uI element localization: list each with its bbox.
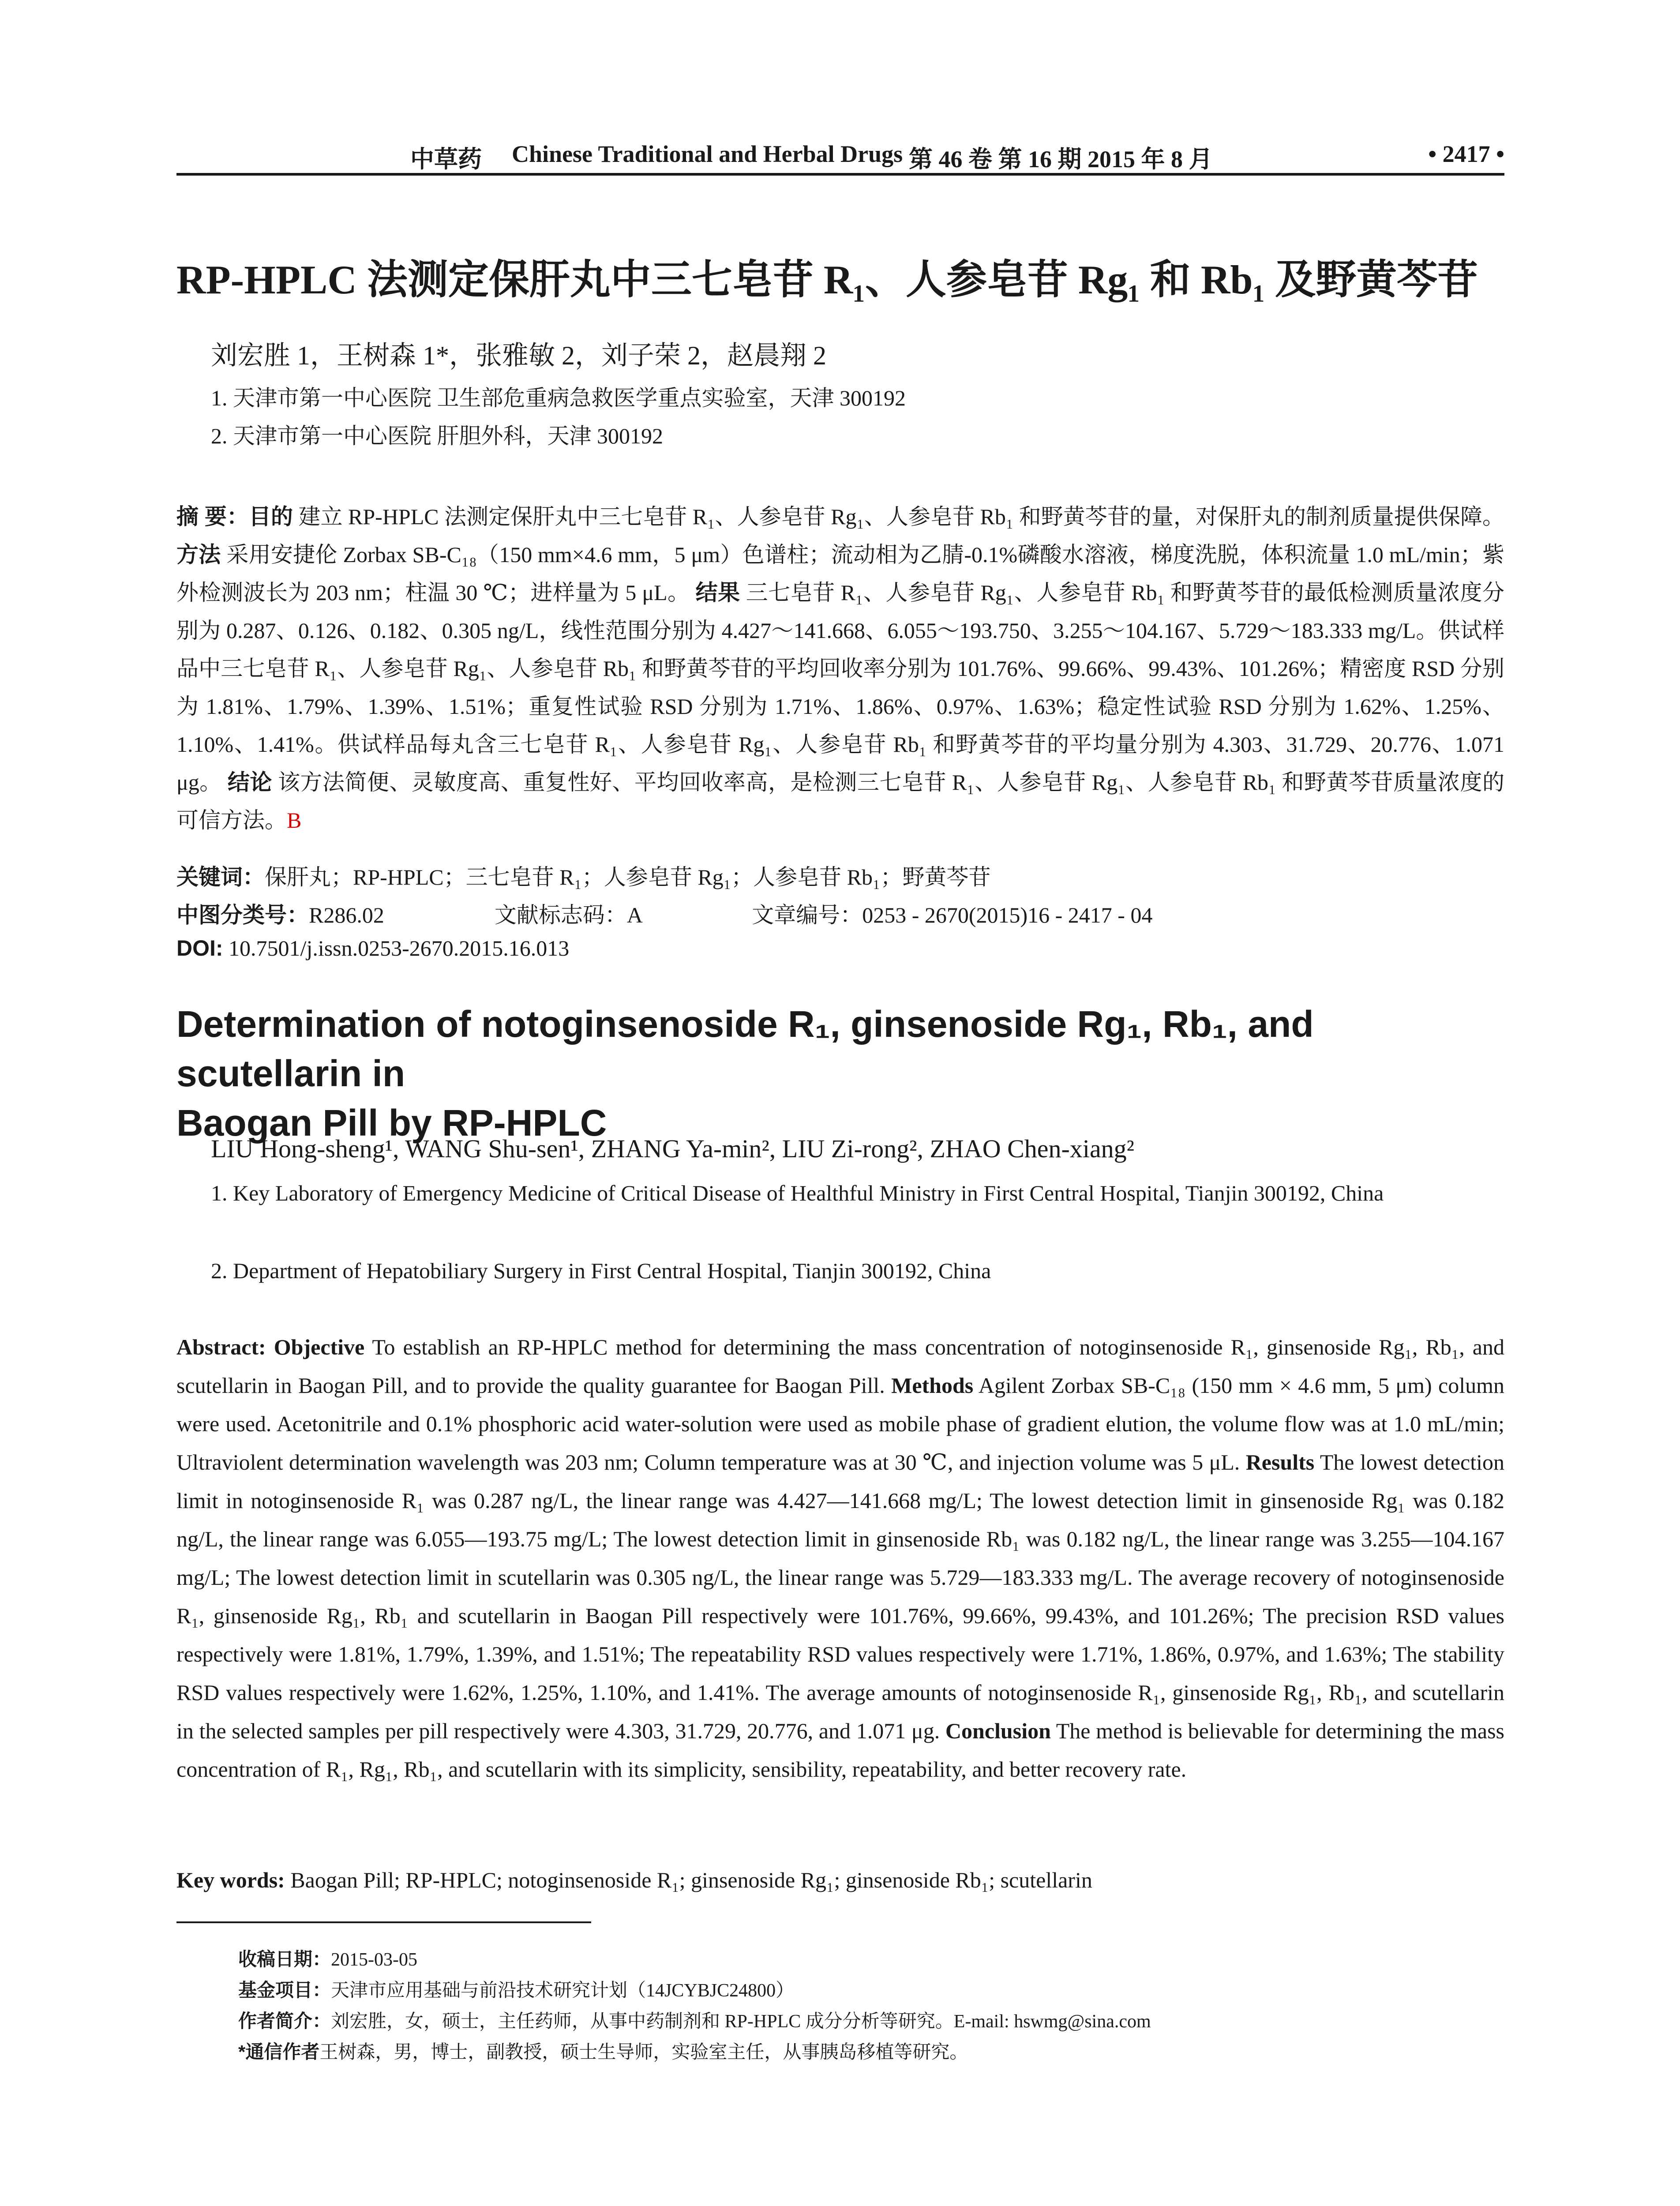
footnote-received [238,1945,417,1971]
title-en-line1: Determination of notoginsenoside R₁, ginsenoside Rg₁, Rb₁, and scutellarin in [176,1003,1314,1094]
keywords-en-text: Baogan Pill; RP-HPLC; notoginsenoside R₁; ginsenoside Rg₁; ginsenoside Rb₁; scutellarin [290,1868,1092,1892]
method-cn-label: 方法 [176,542,221,567]
keywords-cn [176,859,990,891]
authors-en: LIU Hong-sheng¹, WANG Shu-sen¹, ZHANG Ya-min², LIU Zi-rong², ZHAO Chen-xiang² [211,1134,1135,1163]
footnote-text: 2015-03-05 [331,1950,417,1970]
methods-en: Agilent Zorbax SB-C₁₈ (150 mm × 4.6 mm, 5 μm) column were used. Acetonitrile and 0.1% phosphoric acid water-solution were used as mobile phase of gradient elution, the volume flow was at 1.0 mL/min; Ultraviolent determination wavelength was 203 nm; Column temperature was at 30 ℃, and injection volume was 5 μL. [176,1373,1504,1474]
conclusion-cn-label: 结论 [227,770,272,795]
footnote-text: 刘宏胜，女，硕士，主任药师，从事中药制剂和 RP-HPLC 成分分析等研究。E-mail: hswmg@sina.com [331,2011,1151,2032]
footnote-author [238,2007,1151,2033]
objective-en-label: Objective [274,1335,365,1359]
footnote-text: 王树森，男，博士，副教授，硕士生导师，实验室主任，从事胰岛移植等研究。 [319,2042,968,2063]
footnote-text: 天津市应用基础与前沿技术研究计划（14JCYBJC24800） [331,1981,795,2001]
footnote-label: 基金项目： [238,1980,331,2000]
affiliation-en-1: 1. Key Laboratory of Emergency Medicine of Critical Disease of Healthful Ministry in First Central Hospital, Tianjin 300192, China [211,1181,1384,1205]
footnote-label: 作者简介： [238,2011,331,2031]
objective-cn: 建立 RP-HPLC 法测定保肝丸中三七皂苷 R₁、人参皂苷 Rg₁、人参皂苷 Rb₁ 和野黄芩苷的量，对保肝丸的制剂质量提供保障。 [298,504,1504,529]
doi-text: 10.7501/j.issn.0253-2670.2015.16.013 [229,936,570,960]
classification-cn [176,897,1152,929]
objective-cn-label: 目的 [248,504,293,529]
doi [176,935,569,961]
abstract-cn-label: 摘 要： [176,504,249,529]
footnote-label: *通信作者 [238,2041,320,2062]
running-header [176,140,1504,173]
issue-info: 第 46 卷 第 16 期 2015 年 8 月 [909,146,1213,173]
classification-cn-label: 中图分类号： [176,903,309,927]
keywords-cn-text: 保肝丸；RP-HPLC；三七皂苷 R₁；人参皂苷 Rg₁；人参皂苷 Rb₁；野黄芩苷 [265,865,991,889]
keywords-en-label: Key words: [176,1868,285,1892]
page-number: • 2417 • [1428,141,1504,167]
doi-label: DOI: [176,936,223,960]
title-en [176,999,1504,1148]
header-rule [176,173,1504,176]
objective-en: To establish an RP-HPLC method for determining the mass concentration of notoginsenoside R₁, ginsenoside Rg₁, Rb₁, and scutellarin in Baogan Pill, and to provide the quality guarantee for Baogan Pill. [176,1335,1504,1398]
footnote-fund [238,1976,794,2002]
footnote-label: 收稿日期： [238,1949,331,1970]
title-cn: RP-HPLC 法测定保肝丸中三七皂苷 R₁、人参皂苷 Rg₁ 和 Rb₁ 及野黄芩苷 [176,257,1478,302]
abstract-en [176,1328,1504,1789]
conclusion-en: The method is believable for determining the mass concentration of R₁, Rg₁, Rb₁, and scutellarin with its simplicity, sensibility, repeatability, and better recovery rate. [176,1718,1504,1782]
footnote-rule [176,1921,591,1923]
affiliation-cn-2: 2. 天津市第一中心医院 肝胆外科，天津 300192 [211,424,663,448]
conclusion-cn: 该方法简便、灵敏度高、重复性好、平均回收率高，是检测三七皂苷 R₁、人参皂苷 Rg₁、人参皂苷 Rb₁ 和野黄芩苷质量浓度的可信方法。 [176,770,1505,833]
red-mark: B [287,808,302,833]
journal-name-en: Chinese Traditional and Herbal Drugs [512,141,903,167]
abstract-cn [176,498,1504,839]
affiliation-cn-1: 1. 天津市第一中心医院 卫生部危重病急救医学重点实验室，天津 300192 [211,386,906,410]
title-en-line2: Baogan Pill by RP-HPLC [176,1102,607,1144]
affiliation-en-2: 2. Department of Hepatobiliary Surgery in First Central Hospital, Tianjin 300192, China [211,1258,991,1283]
keywords-cn-label: 关键词： [176,865,265,889]
results-en: The lowest detection limit in notoginsenoside R₁ was 0.287 ng/L, the linear range was 4.427—141.668 mg/L; The lowest detection limit in ginsenoside Rg₁ was 0.182 ng/L, the linear range was 6.055—193.75 mg/L; The lowest detection limit in ginsenoside Rb₁ was 0.182 ng/L, the linear range was 3.255—104.167 mg/L; The lowest detection limit in scutellarin was 0.305 ng/L, the linear range was 5.729—183.333 mg/L. The average recovery of notoginsenoside R₁, ginsenoside Rg₁, Rb₁ and scutellarin in Baogan Pill respectively were 101.76%, 99.66%, 99.43%, and 101.26%; The precision RSD values respectively were 1.81%, 1.79%, 1.39%, and 1.51%; The repeatability RSD values respectively were 1.71%, 1.86%, 0.97%, and 1.63%; The stability RSD values respectively were 1.62%, 1.25%, 1.10%, and 1.41%. The average amounts of notoginsenoside R₁, ginsenoside Rg₁, Rb₁, and scutellarin in the selected samples per pill respectively were 4.303, 31.729, 20.776, and 1.071 μg. [176,1450,1504,1743]
keywords-en [176,1867,1504,1893]
conclusion-en-label: Conclusion [945,1718,1051,1743]
results-en-label: Results [1245,1450,1315,1474]
authors-cn: 刘宏胜 1，王树森 1*，张雅敏 2，刘子荣 2，赵晨翔 2 [211,341,826,370]
results-cn: 三七皂苷 R₁、人参皂苷 Rg₁、人参皂苷 Rb₁ 和野黄芩苷的最低检测质量浓度分别为 0.287、0.126、0.182、0.305 ng/L，线性范围分别为 4.427～141.668、6.055～193.750、3.255～104.167、5.729～183.333 mg/L。供试样品中三七皂苷 R₁、人参皂苷 Rg₁、人参皂苷 Rb₁ 和野黄芩苷的平均回收率分别为 101.76%、99.66%、99.43%、101.26%；精密度 RSD 分别为 1.81%、1.79%、1.39%、1.51%；重复性试验 RSD 分别为 1.71%、1.86%、0.97%、1.63%；稳定性试验 RSD 分别为 1.62%、1.25%、1.10%、1.41%。供试样品每丸含三七皂苷 R₁、人参皂苷 Rg₁、人参皂苷 Rb₁ 和野黄芩苷的平均量分别为 4.303、31.729、20.776、1.071 μg。 [176,580,1504,795]
results-cn-label: 结果 [695,580,740,605]
methods-en-label: Methods [891,1373,974,1398]
abstract-en-label: Abstract: [176,1335,266,1359]
classification-cn-text: R286.02 文献标志码：A 文章编号：0253 - 2670(2015)16 - 2417 - 04 [309,903,1153,927]
journal-name-cn: 中草药 [410,146,482,173]
method-cn: 采用安捷伦 Zorbax SB-C₁₈（150 mm×4.6 mm，5 μm）色谱柱；流动相为乙腈-0.1%磷酸水溶液，梯度洗脱，体积流量 1.0 mL/min；紫外检测波长为 203 nm；柱温 30 ℃；进样量为 5 μL。 [176,542,1505,605]
footnote-corresponding [238,2037,968,2064]
